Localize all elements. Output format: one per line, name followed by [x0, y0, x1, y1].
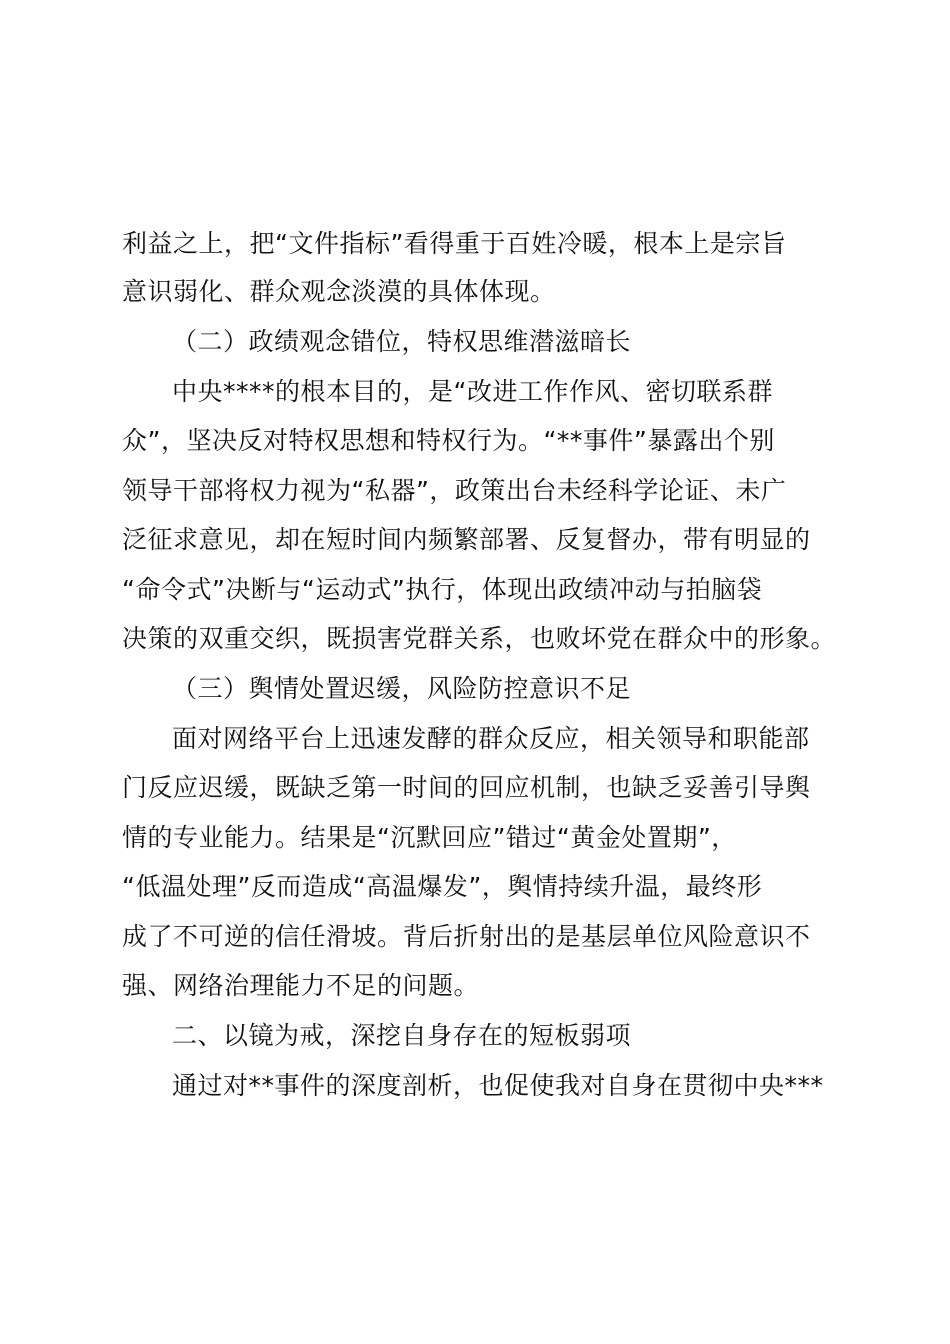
paragraph-line: 通过对**事件的深度剖析，也促使我对自身在贯彻中央*** [172, 1071, 824, 1100]
section-heading: （二）政绩观念错位，特权思维潜滋暗长 [172, 327, 632, 356]
paragraph-line: 中央****的根本目的，是“改进工作作风、密切联系群 [172, 377, 773, 406]
paragraph-line: 领导干部将权力视为“私器”，政策出台未经科学论证、未广 [122, 476, 787, 505]
paragraph-line: 泛征求意见，却在短时间内频繁部署、反复督办，带有明显的 [122, 525, 811, 554]
paragraph-line: 决策的双重交织，既损害党群关系，也败坏党在群众中的形象。 [122, 624, 837, 653]
section-heading: （三）舆情处置迟缓，风险防控意识不足 [172, 674, 632, 703]
section-heading: 二、以镜为戒，深挖自身存在的短板弱项 [172, 1021, 632, 1050]
paragraph-line: 意识弱化、群众观念淡漠的具体体现。 [122, 277, 556, 306]
paragraph-line: 强、网络治理能力不足的问题。 [122, 971, 480, 1000]
paragraph-line: 利益之上，把“文件指标”看得重于百姓冷暖，根本上是宗旨 [122, 229, 787, 258]
paragraph-line: 面对网络平台上迅速发酵的群众反应，相关领导和职能部 [172, 724, 810, 753]
paragraph-line: 成了不可逆的信任滑坡。背后折射出的是基层单位风险意识不 [122, 922, 811, 951]
paragraph-line: 门反应迟缓，既缺乏第一时间的回应机制，也缺乏妥善引导舆 [122, 773, 811, 802]
paragraph-line: 众”，坚决反对特权思想和特权行为。“**事件”暴露出个别 [122, 426, 775, 455]
paragraph-line: “低温处理”反而造成“高温爆发”，舆情持续升温，最终形 [122, 872, 763, 901]
paragraph-line: 情的专业能力。结果是“沉默回应”错过“黄金处置期”， [122, 823, 737, 852]
paragraph-line: “命令式”决断与“运动式”执行，体现出政绩冲动与拍脑袋 [122, 575, 763, 604]
